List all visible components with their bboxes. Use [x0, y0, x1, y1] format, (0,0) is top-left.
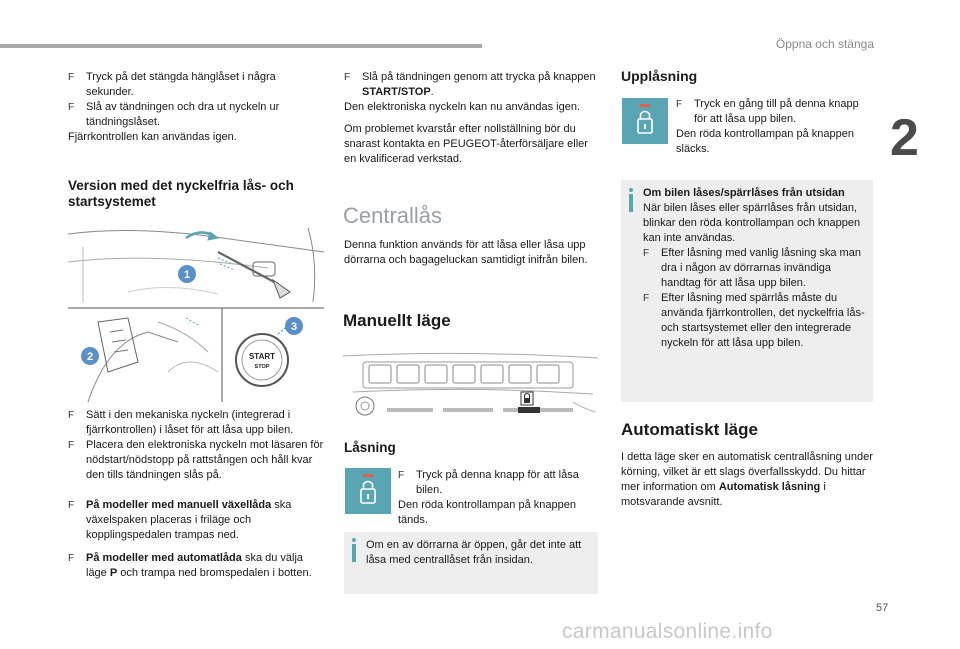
- info-icon: [352, 538, 356, 542]
- bullet-item: F Tryck på det stängda hänglåset i några sekunder.: [68, 71, 276, 98]
- section-title-central-lock: Centrallås: [343, 203, 443, 228]
- bullet-marker-icon: F: [68, 553, 75, 564]
- bullet-marker-icon: F: [676, 99, 683, 110]
- bullet-item: F På modeller med automatlåda ska du välja läge P och trampa ned bromspedalen i botten.: [68, 552, 312, 579]
- bullet-marker-icon: F: [643, 248, 650, 259]
- heading-unlocking: Upplåsning: [621, 68, 698, 84]
- stop-button-label: STOP: [254, 364, 270, 370]
- switch-panel-figure: [343, 352, 598, 424]
- bullet-item: F Slå på tändningen genom att trycka på knappen START/STOP.: [344, 71, 596, 98]
- info-icon: [629, 188, 633, 192]
- paragraph: Den elektroniska nyckeln kan nu användas igen.: [344, 101, 581, 113]
- central-lock-intro: Denna funktion används för att låsa eller låsa upp dörrarna och bagageluckan samtidigt inifrån bilen.: [344, 239, 588, 266]
- bullet-marker-icon: F: [68, 500, 75, 511]
- bullet-item: F Efter låsning med vanlig låsning ska man dra i någon av dörrarnas invändiga handtag för att låsa upp bilen.: [643, 247, 861, 289]
- automatic-mode-text: I detta läge sker en automatisk centrallåsning under körning, vilket är ett slags överfallsskydd. Du hittar mer information om Automatisk låsning i motsvarande avsnitt.: [621, 451, 873, 508]
- info-box-doors: [344, 532, 598, 594]
- bullet-item: F Tryck på denna knapp för att låsa bilen.: [398, 469, 579, 496]
- bullet-marker-icon: F: [68, 440, 75, 451]
- bullet-marker-icon: F: [68, 72, 75, 83]
- heading-locking: Låsning: [344, 440, 396, 455]
- page-number: 57: [876, 602, 889, 614]
- bullet-item: F Slå av tändningen och dra ut nyckeln ur tändningslåset.: [68, 101, 280, 128]
- bullet-marker-icon: F: [344, 72, 351, 83]
- lock-icon: [345, 468, 391, 514]
- heading-automatic-mode: Automatiskt läge: [621, 420, 758, 439]
- info-box-exterior-lock: [621, 180, 873, 402]
- locking-text: [398, 468, 600, 528]
- info-text: Om en av dörrarna är öppen, går det inte att låsa med centrallåset från insidan.: [366, 539, 582, 566]
- info-icon-bar: [352, 544, 356, 562]
- paragraph: Fjärrkontrollen kan användas igen.: [68, 131, 237, 143]
- bullet-marker-icon: F: [68, 410, 75, 421]
- bullet-item: F Sätt i den mekaniska nyckeln (integrerad i fjärrkontrollen) i låset för att låsa upp bilen.: [68, 409, 294, 436]
- chapter-header-title: Öppna och stänga: [775, 37, 874, 51]
- paragraph: Den röda kontrollampan på knappen tänds.: [398, 499, 576, 526]
- unlock-button-image: [622, 98, 668, 144]
- bullet-item: F Placera den elektroniska nyckeln mot läsaren för nödstart/nödstopp på rattstången och håll kvar den tills tändningen slås på.: [68, 439, 324, 481]
- bullet-item: F På modeller med manuell växellåda ska växelspaken placeras i friläge och kopplingspedalen trampas ned.: [68, 499, 292, 541]
- column-1-lower: [68, 408, 326, 581]
- paragraph: Om problemet kvarstår efter nollställning bör du snarast kontakta en PEUGEOT-återförsäljare eller en kvalificerad verkstad.: [344, 123, 588, 165]
- figure-badge-2: 2: [86, 351, 94, 363]
- figure-badge-3: 3: [290, 321, 298, 333]
- info-title: Om bilen låses/spärrlåses från utsidan: [643, 187, 845, 199]
- bullet-marker-icon: F: [398, 470, 405, 481]
- watermark: carmanualsonline.info: [562, 620, 773, 643]
- column-2: [344, 70, 600, 167]
- lock-button-image: [345, 468, 391, 514]
- figure-badge-1: 1: [183, 269, 191, 281]
- column-1: [68, 70, 326, 145]
- header-rule: [0, 44, 482, 48]
- chapter-number: 2: [890, 109, 919, 167]
- bullet-marker-icon: F: [68, 102, 75, 113]
- unlocking-text: [676, 97, 872, 157]
- keyless-figure: [68, 222, 324, 402]
- start-button-label: START: [248, 352, 276, 361]
- info-icon-bar: [629, 194, 633, 212]
- paragraph: Den röda kontrollampan på knappen släcks.: [676, 128, 854, 155]
- bullet-marker-icon: F: [643, 293, 650, 304]
- bullet-item: F Tryck en gång till på denna knapp för att låsa upp bilen.: [676, 98, 859, 125]
- info-text: När bilen låses eller spärrlåses från utsidan, blinkar den röda kontrollampan och knappen kan inte användas.: [643, 202, 861, 244]
- bullet-item: F Efter låsning med spärrlås måste du använda fjärrkontrollen, det nyckelfria lås- och startsystemet eller den integrerade nyckeln för att låsa upp bilen.: [643, 292, 865, 349]
- heading-manual-mode: Manuellt läge: [343, 311, 451, 330]
- section-heading-keyless: Version med det nyckelfria lås- och startsystemet: [68, 178, 294, 209]
- lock-icon: [622, 98, 668, 144]
